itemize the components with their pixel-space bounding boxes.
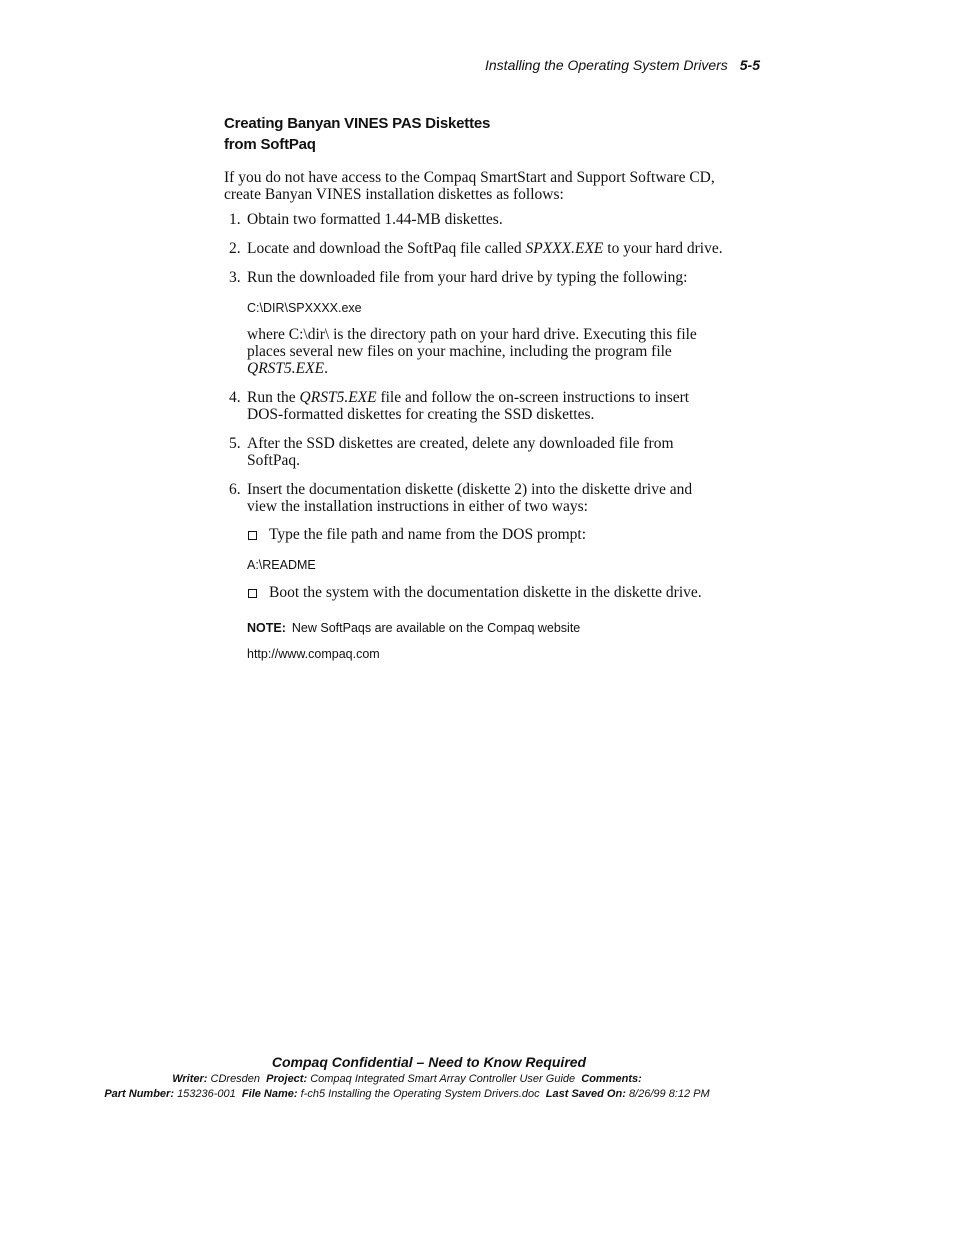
filename: QRST5.EXE [247, 360, 325, 377]
step-number: 6. [229, 481, 241, 498]
step-explanation [247, 326, 724, 377]
step-text-after: to your hard drive. [603, 240, 723, 257]
step-number: 4. [229, 389, 241, 406]
step-2 [224, 240, 724, 257]
bullet-item [247, 526, 724, 543]
step-6 [224, 481, 724, 601]
step-number: 1. [229, 211, 241, 228]
step-number: 2. [229, 240, 241, 257]
step-3 [224, 269, 724, 377]
bullet-item [247, 584, 724, 601]
writer-value: CDresden [210, 1073, 261, 1085]
comments-label: Comments: [581, 1073, 642, 1085]
filename: QRST5.EXE [299, 389, 377, 406]
page-number: 5-5 [739, 57, 760, 73]
step-text-after: file and follow the on-screen instructions to insert DOS-formatted diskettes for creating the SSD diskettes. [247, 389, 690, 423]
website-link[interactable]: http://www.compaq.com [247, 647, 380, 661]
command-line: C:\DIR\SPXXXX.exe [247, 301, 362, 315]
checkbox-bullet-icon [248, 589, 257, 598]
project-label: Project: [266, 1073, 308, 1085]
command-line: A:\README [247, 558, 316, 572]
part-number-label: Part Number: [104, 1088, 174, 1100]
intro-paragraph: If you do not have access to the Compaq SmartStart and Support Software CD, create Banyan VINES installation diskettes as follows: [224, 169, 715, 203]
part-number-value: 153236-001 [177, 1088, 236, 1100]
note [247, 620, 724, 636]
step-5 [224, 435, 724, 469]
section-heading-line1: Creating Banyan VINES PAS Diskettes [224, 115, 491, 132]
step-number: 3. [229, 269, 241, 286]
note-text: New SoftPaqs are available on the Compaq website [291, 621, 581, 635]
footer-confidential: Compaq Confidential – Need to Know Required [271, 1054, 587, 1070]
bullet-text: Boot the system with the documentation diskette in the diskette drive. [269, 584, 702, 601]
note-label: NOTE: [247, 621, 286, 635]
bullet-text: Type the file path and name from the DOS prompt: [269, 526, 587, 543]
running-header-title: Installing the Operating System Drivers [485, 57, 728, 73]
file-name-value: f-ch5 Installing the Operating System Drivers.doc [300, 1088, 540, 1100]
last-saved-value: 8/26/99 8:12 PM [628, 1088, 710, 1100]
step-text: Run the downloaded file from your hard drive by typing the following: [247, 269, 688, 286]
checkbox-bullet-icon [248, 531, 257, 540]
step-text-before: Locate and download the SoftPaq file called [247, 240, 526, 257]
last-saved-label: Last Saved On: [545, 1088, 626, 1100]
writer-label: Writer: [172, 1073, 208, 1085]
project-value: Compaq Integrated Smart Array Controller User Guide [310, 1073, 576, 1085]
file-name-label: File Name: [241, 1088, 298, 1100]
step-text-before: Run the [247, 389, 300, 406]
main-content [224, 113, 724, 662]
explanation-text: where C:\dir\ is the directory path on your hard drive. Executing this file places several new files on your machine, including the program file [247, 326, 697, 360]
step-text: Insert the documentation diskette (diskette 2) into the diskette drive and view the installation instructions in either of two ways: [247, 481, 693, 515]
steps-list [224, 211, 724, 601]
footer-file-line [0, 1088, 884, 1100]
step-text: After the SSD diskettes are created, delete any downloaded file from SoftPaq. [247, 435, 674, 469]
running-header [0, 57, 760, 73]
step-4 [224, 389, 724, 423]
step-1 [224, 211, 724, 228]
footer-writer-line [0, 1073, 884, 1085]
explanation-end: . [324, 360, 328, 377]
section-heading-line2: from SoftPaq [224, 136, 316, 153]
section-heading [224, 113, 724, 155]
step-text: Obtain two formatted 1.44-MB diskettes. [247, 211, 503, 228]
filename: SPXXX.EXE [525, 240, 604, 257]
step-number: 5. [229, 435, 241, 452]
